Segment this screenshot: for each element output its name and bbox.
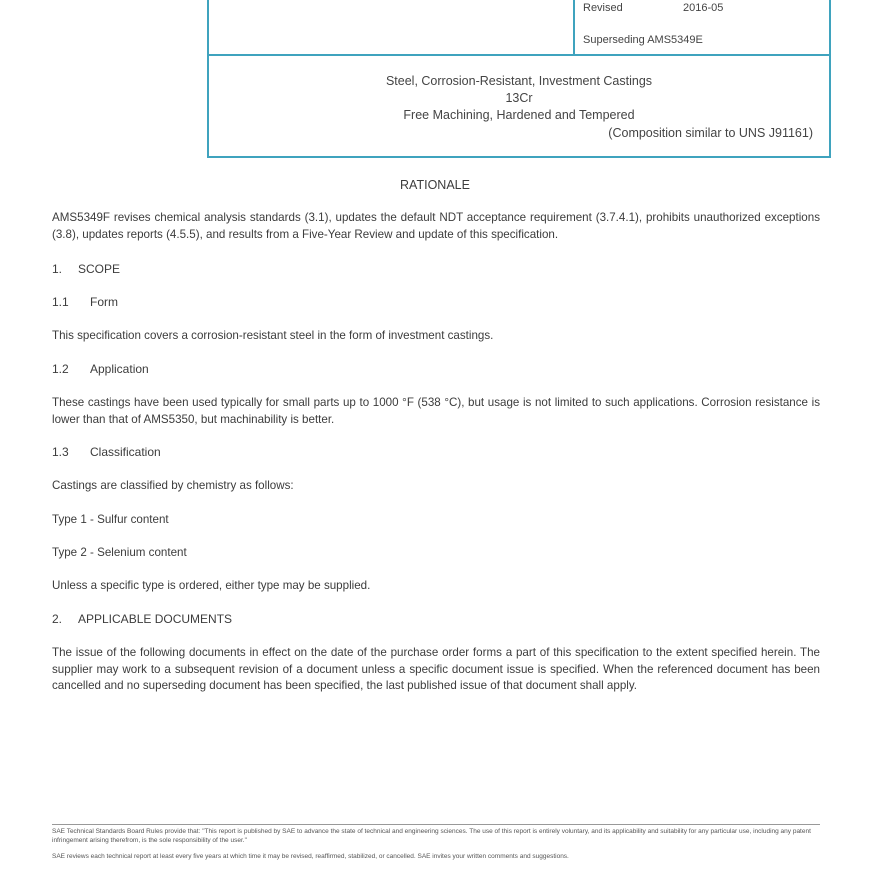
section-1-1-title: Form [90,295,118,309]
section-2-title: APPLICABLE DOCUMENTS [78,612,233,626]
header-divider [573,0,575,56]
revised-value: 2016-05 [683,2,724,14]
title-line-1: Steel, Corrosion-Resistant, Investment Castings [385,74,653,88]
superseding-row: Superseding AMS5349E [583,34,703,46]
classification-note: Unless a specific type is ordered, either type may be supplied. [52,579,371,592]
rationale-body: AMS5349F revises chemical analysis standards (3.1), updates the default NDT acceptance requirement (3.7.4.1), prohibits unauthorized exceptions (3.8), updates reports (4.5.5), and results from a Five-Year Review and update of this specification. [52,211,820,241]
section-1-3-title: Classification [90,445,161,459]
footer-divider [52,824,820,825]
section-1-2-number: 1.2 [52,362,69,376]
title-line-3: Free Machining, Hardened and Tempered [403,108,635,122]
revised-row [583,2,723,14]
section-1-3-heading [52,445,161,459]
footer-note-2: SAE reviews each technical report at least every five years at which time it may be revised, reaffirmed, stabilized, or cancelled. SAE invites your written comments and suggestions. [52,853,569,860]
title-composition: (Composition similar to UNS J91161) [608,126,813,140]
revised-label: Revised [583,2,623,14]
section-1-1-heading [52,295,118,309]
section-1-1-number: 1.1 [52,295,69,309]
section-1-2-heading [52,362,149,376]
section-1-number: 1. [52,262,63,276]
document-header-box [207,0,831,56]
applicable-documents-text: The issue of the following documents in effect on the date of the purchase order forms a part of this specification to the extent specified herein. The supplier may work to a subsequent revision of a document unless a specific document issue is specified. When the referenced document has been cancelled and no superseding document has been specified, the last published issue of that document shall apply. [52,646,820,692]
classification-type-2: Type 2 - Selenium content [52,546,187,559]
section-2-number: 2. [52,612,63,626]
classification-type-1: Type 1 - Sulfur content [52,513,169,526]
classification-intro: Castings are classified by chemistry as follows: [52,479,294,492]
section-1-3-number: 1.3 [52,445,69,459]
footer-note-1: SAE Technical Standards Board Rules provide that: "This report is published by SAE to advance the state of technical and engineering sciences. The use of this report is entirely voluntary, and its applicability and suitability for any particular use, including any patent infringement arising therefrom, is the sole responsibility of the user." [52,828,811,844]
application-text: These castings have been used typically for small parts up to 1000 °F (538 °C), but usage is not limited to such applications. Corrosion resistance is lower than that of AMS5350, but machinability is better. [52,396,820,426]
section-2-heading [52,612,232,626]
section-1-title: SCOPE [78,262,121,276]
section-1-2-title: Application [90,362,149,376]
form-text: This specification covers a corrosion-resistant steel in the form of investment castings. [52,329,494,342]
title-box [207,54,831,158]
section-1-heading [52,262,120,276]
rationale-heading: RATIONALE [400,178,470,192]
title-line-2: 13Cr [505,91,533,105]
